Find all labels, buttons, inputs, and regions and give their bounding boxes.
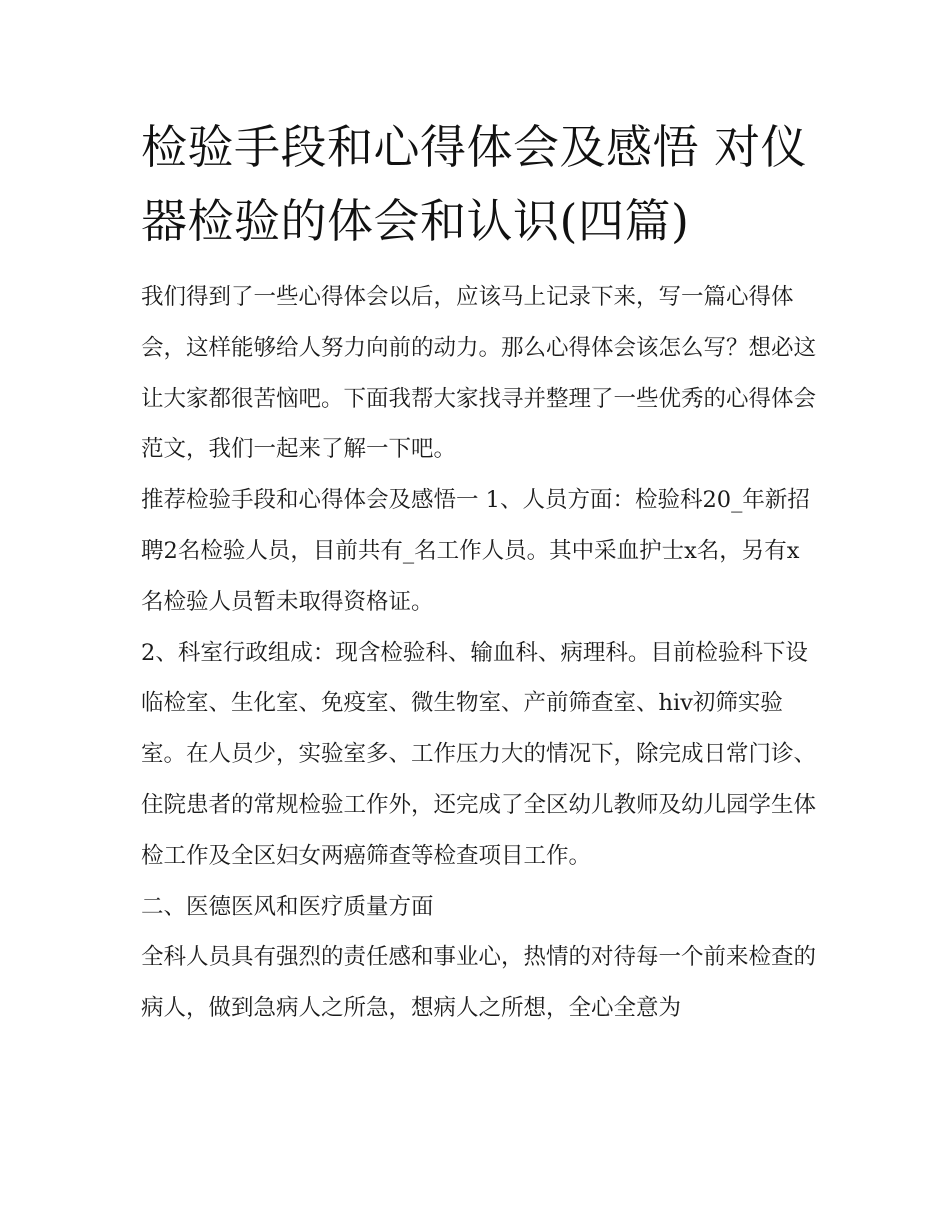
document-title: 检验手段和心得体会及感悟 对仪器检验的体会和认识(四篇) — [141, 120, 808, 248]
paragraph-staffing: 推荐检验手段和心得体会及感悟一 1、人员方面：检验科20_年新招聘2名检验人员，目前共有_名工作人员。其中采血护士x名，另有x名检验人员暂未取得资格证。 — [141, 487, 810, 615]
document-page — [141, 110, 816, 1034]
paragraph-department: 2、科室行政组成：现含检验科、输血科、病理科。目前检验科下设临检室、生化室、免疫室、微生物室、产前筛查室、hiv初筛实验室。在人员少，实验室多、工作压力大的情况下，除完成日常门诊、住院患者的常规检验工作外，还完成了全区幼儿教师及幼儿园学生体检工作及全区妇女两癌筛查等检查项目工作。 — [141, 639, 817, 869]
section-heading-ethics: 二、医德医风和医疗质量方面 — [141, 893, 434, 920]
document-body — [141, 272, 816, 1034]
paragraph-ethics: 全科人员具有强烈的责任感和事业心，热情的对待每一个前来检查的病人，做到急病人之所急，想病人之所想，全心全意为 — [141, 944, 817, 1022]
paragraph-intro: 我们得到了一些心得体会以后，应该马上记录下来，写一篇心得体会，这样能够给人努力向前的动力。那么心得体会该怎么写？想必这让大家都很苦恼吧。下面我帮大家找寻并整理了一些优秀的心得体会范文，我们一起来了解一下吧。 — [141, 284, 817, 463]
